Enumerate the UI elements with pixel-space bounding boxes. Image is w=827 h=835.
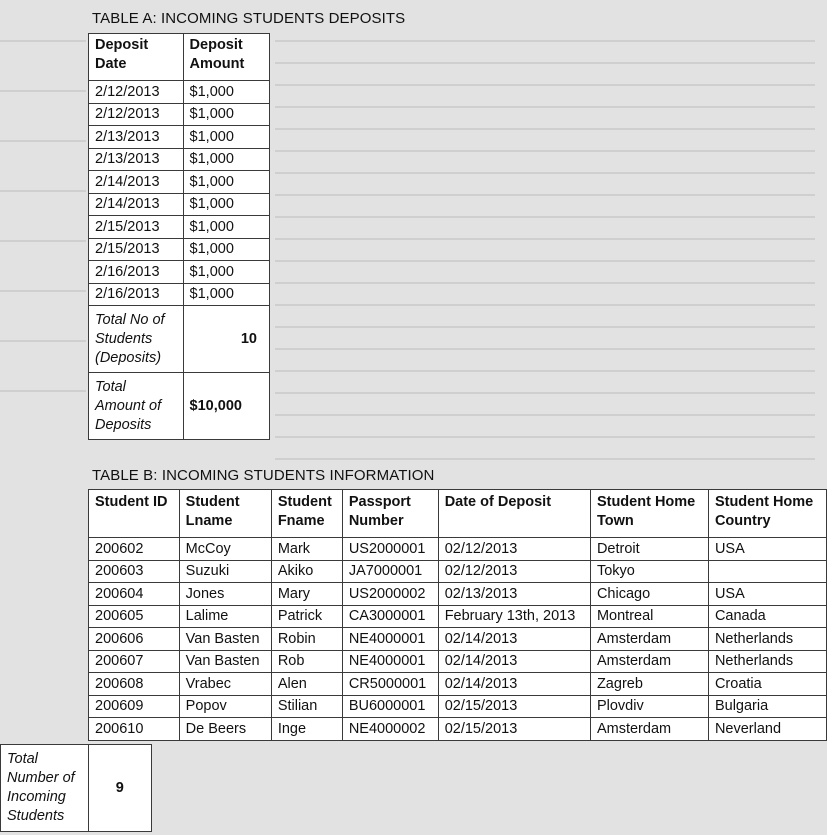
student-home-country-cell: Croatia [708, 673, 826, 696]
table-row [89, 695, 827, 718]
student-fname-cell: Robin [271, 628, 342, 651]
student-lname-cell: Vrabec [179, 673, 271, 696]
date-of-deposit-cell: 02/14/2013 [438, 673, 590, 696]
deposit-amount-cell: $1,000 [183, 171, 269, 194]
passport-number-cell: US2000001 [342, 538, 438, 561]
background-text-line [275, 238, 815, 240]
background-text-line [275, 172, 815, 174]
deposit-amount-cell: $1,000 [183, 261, 269, 284]
student-fname-cell: Patrick [271, 605, 342, 628]
student-lname-cell: Jones [179, 583, 271, 606]
deposit-date-cell: 2/13/2013 [89, 126, 184, 149]
deposit-amount-cell: $1,000 [183, 216, 269, 239]
student-lname-cell: McCoy [179, 538, 271, 561]
table-a-total-students-row [89, 306, 270, 373]
student-home-country-cell: Neverland [708, 718, 826, 741]
background-text-line [275, 326, 815, 328]
table-row [89, 216, 270, 239]
background-text-line [275, 392, 815, 394]
student-home-country-cell [708, 560, 826, 583]
table-b-total-box [0, 744, 152, 832]
student-home-town-cell: Chicago [590, 583, 708, 606]
background-text-line [0, 340, 86, 342]
background-text-line [275, 348, 815, 350]
background-text-line [275, 106, 815, 108]
student-home-town-cell: Montreal [590, 605, 708, 628]
table-a-body [89, 81, 270, 306]
background-text-line [275, 458, 815, 460]
student-id-cell: 200607 [89, 650, 180, 673]
deposit-date-cell: 2/13/2013 [89, 148, 184, 171]
deposit-amount-cell: $1,000 [183, 126, 269, 149]
table-row [89, 538, 827, 561]
student-id-cell: 200604 [89, 583, 180, 606]
deposit-amount-cell: $1,000 [183, 81, 269, 104]
passport-number-cell: JA7000001 [342, 560, 438, 583]
table-row [89, 171, 270, 194]
deposit-date-cell: 2/15/2013 [89, 238, 184, 261]
deposit-date-cell: 2/14/2013 [89, 193, 184, 216]
table-a-total-students-label: Total No of Students (Deposits) [89, 306, 184, 373]
table-b-header-student-id: Student ID [89, 490, 180, 538]
table-a-total-students-value: 10 [183, 306, 269, 373]
background-text-line [275, 128, 815, 130]
table-b-header-student-lname: Student Lname [179, 490, 271, 538]
passport-number-cell: BU6000001 [342, 695, 438, 718]
student-id-cell: 200606 [89, 628, 180, 651]
deposit-date-cell: 2/16/2013 [89, 283, 184, 306]
table-row [89, 103, 270, 126]
passport-number-cell: US2000002 [342, 583, 438, 606]
student-id-cell: 200603 [89, 560, 180, 583]
background-text-line [275, 194, 815, 196]
background-text-line [275, 436, 815, 438]
table-b-total-value: 9 [88, 745, 151, 832]
table-b-header-student-home-town: Student Home Town [590, 490, 708, 538]
deposit-date-cell: 2/12/2013 [89, 81, 184, 104]
table-row [89, 673, 827, 696]
background-text-line [0, 140, 86, 142]
deposit-amount-cell: $1,000 [183, 148, 269, 171]
table-b-total-label: Total Number of Incoming Students [1, 745, 89, 832]
deposit-date-cell: 2/12/2013 [89, 103, 184, 126]
student-id-cell: 200610 [89, 718, 180, 741]
student-id-cell: 200605 [89, 605, 180, 628]
student-fname-cell: Stilian [271, 695, 342, 718]
student-lname-cell: Lalime [179, 605, 271, 628]
student-home-country-cell: Netherlands [708, 628, 826, 651]
student-lname-cell: Popov [179, 695, 271, 718]
student-home-country-cell: Bulgaria [708, 695, 826, 718]
table-b-header-date-of-deposit: Date of Deposit [438, 490, 590, 538]
deposit-date-cell: 2/15/2013 [89, 216, 184, 239]
table-row [89, 650, 827, 673]
table-row [89, 560, 827, 583]
student-home-country-cell: USA [708, 538, 826, 561]
student-id-cell: 200608 [89, 673, 180, 696]
student-fname-cell: Mary [271, 583, 342, 606]
background-text-line [0, 290, 86, 292]
table-row [89, 628, 827, 651]
background-text-line [0, 190, 86, 192]
student-home-town-cell: Zagreb [590, 673, 708, 696]
table-a-header-deposit-date: Deposit Date [89, 34, 184, 81]
background-text-line [275, 370, 815, 372]
table-a-title: TABLE A: INCOMING STUDENTS DEPOSITS [92, 10, 406, 27]
student-home-town-cell: Amsterdam [590, 628, 708, 651]
background-text-line [275, 304, 815, 306]
background-text-line [0, 40, 86, 42]
date-of-deposit-cell: 02/15/2013 [438, 718, 590, 741]
date-of-deposit-cell: 02/15/2013 [438, 695, 590, 718]
table-row [89, 148, 270, 171]
student-lname-cell: De Beers [179, 718, 271, 741]
date-of-deposit-cell: 02/13/2013 [438, 583, 590, 606]
table-a-deposits [88, 33, 270, 440]
table-row [89, 283, 270, 306]
table-a-header-row [89, 34, 270, 81]
background-text-line [0, 240, 86, 242]
student-lname-cell: Van Basten [179, 628, 271, 651]
table-b-header-student-home-country: Student Home Country [708, 490, 826, 538]
student-fname-cell: Akiko [271, 560, 342, 583]
background-text-line [275, 62, 815, 64]
student-home-country-cell: USA [708, 583, 826, 606]
passport-number-cell: CR5000001 [342, 673, 438, 696]
student-lname-cell: Van Basten [179, 650, 271, 673]
date-of-deposit-cell: 02/12/2013 [438, 560, 590, 583]
background-text-line [275, 216, 815, 218]
deposit-date-cell: 2/14/2013 [89, 171, 184, 194]
student-home-town-cell: Amsterdam [590, 718, 708, 741]
student-home-town-cell: Plovdiv [590, 695, 708, 718]
student-home-country-cell: Canada [708, 605, 826, 628]
passport-number-cell: CA3000001 [342, 605, 438, 628]
table-b-body [89, 538, 827, 741]
student-home-country-cell: Netherlands [708, 650, 826, 673]
deposit-amount-cell: $1,000 [183, 238, 269, 261]
passport-number-cell: NE4000002 [342, 718, 438, 741]
date-of-deposit-cell: 02/12/2013 [438, 538, 590, 561]
background-text-line [275, 260, 815, 262]
table-row [89, 81, 270, 104]
table-b-header-passport-number: Passport Number [342, 490, 438, 538]
table-a-total-amount-label: Total Amount of Deposits [89, 373, 184, 440]
table-a-total-amount-value: $10,000 [183, 373, 269, 440]
table-row [89, 238, 270, 261]
table-a-total-amount-row [89, 373, 270, 440]
date-of-deposit-cell: 02/14/2013 [438, 628, 590, 651]
table-a-header-deposit-amount: Deposit Amount [183, 34, 269, 81]
student-fname-cell: Inge [271, 718, 342, 741]
table-b-student-info [88, 489, 827, 741]
background-text-line [275, 40, 815, 42]
table-row [89, 718, 827, 741]
student-id-cell: 200602 [89, 538, 180, 561]
passport-number-cell: NE4000001 [342, 650, 438, 673]
date-of-deposit-cell: 02/14/2013 [438, 650, 590, 673]
passport-number-cell: NE4000001 [342, 628, 438, 651]
table-b-total-row [1, 745, 152, 832]
background-text-line [275, 84, 815, 86]
deposit-date-cell: 2/16/2013 [89, 261, 184, 284]
student-id-cell: 200609 [89, 695, 180, 718]
deposit-amount-cell: $1,000 [183, 283, 269, 306]
table-b-title: TABLE B: INCOMING STUDENTS INFORMATION [92, 467, 435, 484]
table-b-header-row [89, 490, 827, 538]
student-home-town-cell: Detroit [590, 538, 708, 561]
student-home-town-cell: Tokyo [590, 560, 708, 583]
deposit-amount-cell: $1,000 [183, 193, 269, 216]
background-text-line [0, 90, 86, 92]
student-home-town-cell: Amsterdam [590, 650, 708, 673]
table-row [89, 261, 270, 284]
table-row [89, 583, 827, 606]
table-row [89, 605, 827, 628]
student-fname-cell: Rob [271, 650, 342, 673]
background-text-line [275, 282, 815, 284]
student-fname-cell: Alen [271, 673, 342, 696]
table-row [89, 126, 270, 149]
date-of-deposit-cell: February 13th, 2013 [438, 605, 590, 628]
background-text-line [275, 150, 815, 152]
table-b-header-student-fname: Student Fname [271, 490, 342, 538]
background-text-line [275, 414, 815, 416]
deposit-amount-cell: $1,000 [183, 103, 269, 126]
background-text-line [0, 390, 86, 392]
table-row [89, 193, 270, 216]
student-fname-cell: Mark [271, 538, 342, 561]
student-lname-cell: Suzuki [179, 560, 271, 583]
